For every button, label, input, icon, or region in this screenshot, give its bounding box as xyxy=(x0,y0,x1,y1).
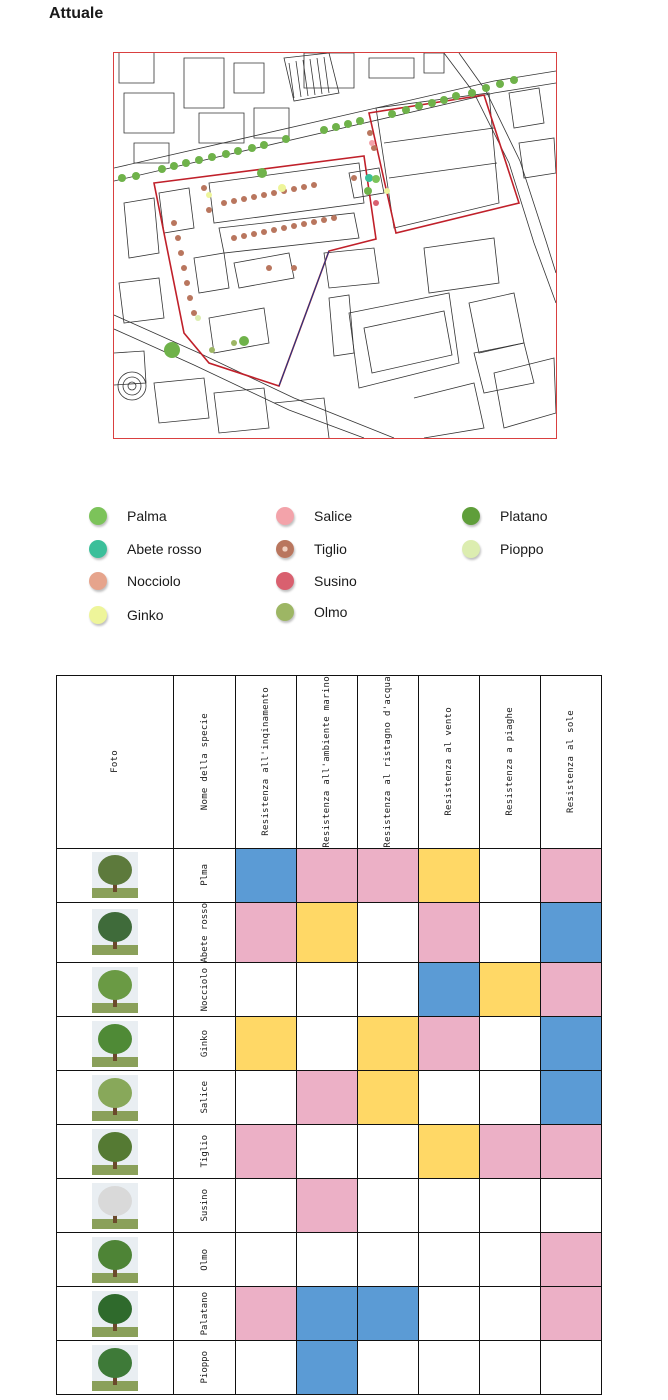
table-row xyxy=(57,1125,602,1179)
species-name: Abete rosso xyxy=(199,902,210,963)
resistance-cell xyxy=(297,1125,358,1179)
resistance-cell xyxy=(236,1071,297,1125)
tree-photo-icon xyxy=(92,1183,138,1229)
tree-icon xyxy=(89,540,107,558)
species-name-cell xyxy=(174,1071,236,1125)
resistance-cell xyxy=(358,963,419,1017)
table-row xyxy=(57,1233,602,1287)
species-photo-cell xyxy=(57,1233,174,1287)
resistance-cell xyxy=(358,1341,419,1395)
resistance-cell xyxy=(480,1341,541,1395)
resistance-cell xyxy=(236,963,297,1017)
species-legend xyxy=(0,500,668,640)
resistance-cell xyxy=(541,1125,602,1179)
tree-photo-icon xyxy=(92,909,138,955)
tree-icon xyxy=(276,572,294,590)
legend-item-pioppo: Pioppo xyxy=(462,537,544,561)
table-body xyxy=(57,848,602,1395)
header-inquinamento: Resistenza all'inqinamento xyxy=(236,676,297,849)
resistance-cell xyxy=(297,1287,358,1341)
resistance-cell xyxy=(541,1341,602,1395)
resistance-cell xyxy=(297,1017,358,1071)
tree-icon xyxy=(462,507,480,525)
resistance-cell xyxy=(541,902,602,963)
page-title: Attuale xyxy=(49,5,104,22)
tree-icon xyxy=(89,572,107,590)
resistance-cell xyxy=(297,1341,358,1395)
species-name: Olmo xyxy=(199,1248,210,1271)
resistance-cell xyxy=(358,1125,419,1179)
legend-item-susino: Susino xyxy=(276,569,357,593)
resistance-cell xyxy=(236,902,297,963)
table-row xyxy=(57,1341,602,1395)
legend-item-tiglio: Tiglio xyxy=(276,537,347,561)
table-row xyxy=(57,1071,602,1125)
resistance-cell xyxy=(236,848,297,902)
resistance-cell xyxy=(236,1125,297,1179)
tree-photo-icon xyxy=(92,1237,138,1283)
resistance-cell xyxy=(297,902,358,963)
species-name-cell xyxy=(174,963,236,1017)
resistance-cell xyxy=(358,902,419,963)
header-ristagno-acqua: Resistenza al ristagno d'acqua xyxy=(358,676,419,849)
resistance-cell xyxy=(541,963,602,1017)
species-photo-cell xyxy=(57,902,174,963)
resistance-cell xyxy=(480,1017,541,1071)
legend-item-abete-rosso: Abete rosso xyxy=(89,537,202,561)
header-sole: Resistenza al sole xyxy=(541,676,602,849)
resistance-cell xyxy=(297,1071,358,1125)
site-plan-map xyxy=(113,52,557,439)
resistance-cell xyxy=(480,1125,541,1179)
resistance-cell xyxy=(419,1071,480,1125)
tree-photo-icon xyxy=(92,1291,138,1337)
resistance-cell xyxy=(419,1287,480,1341)
resistance-cell xyxy=(419,1341,480,1395)
species-photo-cell xyxy=(57,1071,174,1125)
tree-icon xyxy=(276,603,294,621)
resistance-cell xyxy=(541,1017,602,1071)
species-photo-cell xyxy=(57,963,174,1017)
species-name: Pioppo xyxy=(199,1351,210,1384)
species-name-cell xyxy=(174,1125,236,1179)
resistance-cell xyxy=(480,1233,541,1287)
species-photo-cell xyxy=(57,1017,174,1071)
species-name: Salice xyxy=(199,1081,210,1114)
legend-item-platano: Platano xyxy=(462,504,547,528)
species-name-cell xyxy=(174,1017,236,1071)
species-photo-cell xyxy=(57,1341,174,1395)
resistance-cell xyxy=(297,848,358,902)
table-row xyxy=(57,848,602,902)
species-photo-cell xyxy=(57,1179,174,1233)
tree-icon xyxy=(462,540,480,558)
resistance-cell xyxy=(419,963,480,1017)
resistance-cell xyxy=(358,1179,419,1233)
site-plan-drawing xyxy=(114,53,556,438)
resistance-cell xyxy=(480,902,541,963)
species-name: Palatano xyxy=(199,1291,210,1336)
resistance-cell xyxy=(419,848,480,902)
tree-icon xyxy=(276,507,294,525)
resistance-cell xyxy=(358,1071,419,1125)
table-header-row xyxy=(57,676,602,849)
resistance-cell xyxy=(297,963,358,1017)
legend-item-palma: Palma xyxy=(89,504,167,528)
species-name: Tiglio xyxy=(199,1135,210,1168)
resistance-cell xyxy=(358,1233,419,1287)
species-name-cell xyxy=(174,1179,236,1233)
resistance-cell xyxy=(236,1179,297,1233)
tree-photo-icon xyxy=(92,1345,138,1391)
legend-item-salice: Salice xyxy=(276,504,352,528)
tree-photo-icon xyxy=(92,1075,138,1121)
species-name: Susino xyxy=(199,1189,210,1222)
resistance-cell xyxy=(236,1233,297,1287)
resistance-cell xyxy=(419,1233,480,1287)
legend-item-olmo: Olmo xyxy=(276,600,347,624)
species-resistance-table xyxy=(56,675,602,1395)
resistance-cell xyxy=(236,1287,297,1341)
tree-icon xyxy=(89,606,107,624)
header-ambiente-marino: Resistenza all'ambiente marino xyxy=(297,676,358,849)
resistance-cell xyxy=(297,1179,358,1233)
species-name: Ginko xyxy=(199,1030,210,1058)
header-foto: Foto xyxy=(57,676,174,849)
resistance-cell xyxy=(480,963,541,1017)
resistance-cell xyxy=(480,1287,541,1341)
resistance-cell xyxy=(541,1179,602,1233)
resistance-cell xyxy=(419,902,480,963)
tree-photo-icon xyxy=(92,1021,138,1067)
resistance-cell xyxy=(541,848,602,902)
table-row xyxy=(57,1287,602,1341)
tree-photo-icon xyxy=(92,967,138,1013)
species-name-cell xyxy=(174,1287,236,1341)
species-photo-cell xyxy=(57,1125,174,1179)
table-row xyxy=(57,1179,602,1233)
species-name: Plma xyxy=(199,864,210,886)
species-name-cell xyxy=(174,848,236,902)
resistance-cell xyxy=(236,1017,297,1071)
resistance-cell xyxy=(480,1071,541,1125)
resistance-cell xyxy=(480,848,541,902)
resistance-cell xyxy=(419,1179,480,1233)
species-name-cell xyxy=(174,902,236,963)
legend-item-nocciolo: Nocciolo xyxy=(89,569,181,593)
species-name-cell xyxy=(174,1233,236,1287)
resistance-cell xyxy=(541,1071,602,1125)
header-vento: Resistenza al vento xyxy=(419,676,480,849)
header-nome-specie: Nome della specie xyxy=(174,676,236,849)
resistance-cell xyxy=(236,1341,297,1395)
species-photo-cell xyxy=(57,1287,174,1341)
resistance-cell xyxy=(358,1017,419,1071)
legend-item-ginko: Ginko xyxy=(89,603,164,627)
tree-photo-icon xyxy=(92,852,138,898)
species-name-cell xyxy=(174,1341,236,1395)
resistance-cell xyxy=(541,1233,602,1287)
resistance-cell xyxy=(297,1233,358,1287)
tree-photo-icon xyxy=(92,1129,138,1175)
resistance-cell xyxy=(358,1287,419,1341)
resistance-cell xyxy=(358,848,419,902)
species-photo-cell xyxy=(57,848,174,902)
resistance-cell xyxy=(419,1125,480,1179)
resistance-cell xyxy=(419,1017,480,1071)
header-piaghe: Resistenza a piaghe xyxy=(480,676,541,849)
table-row xyxy=(57,963,602,1017)
species-name: Nocciolo xyxy=(199,967,210,1012)
resistance-cell xyxy=(480,1179,541,1233)
table-row xyxy=(57,902,602,963)
resistance-cell xyxy=(541,1287,602,1341)
table-row xyxy=(57,1017,602,1071)
tree-icon xyxy=(89,507,107,525)
tree-top-icon xyxy=(276,540,294,558)
